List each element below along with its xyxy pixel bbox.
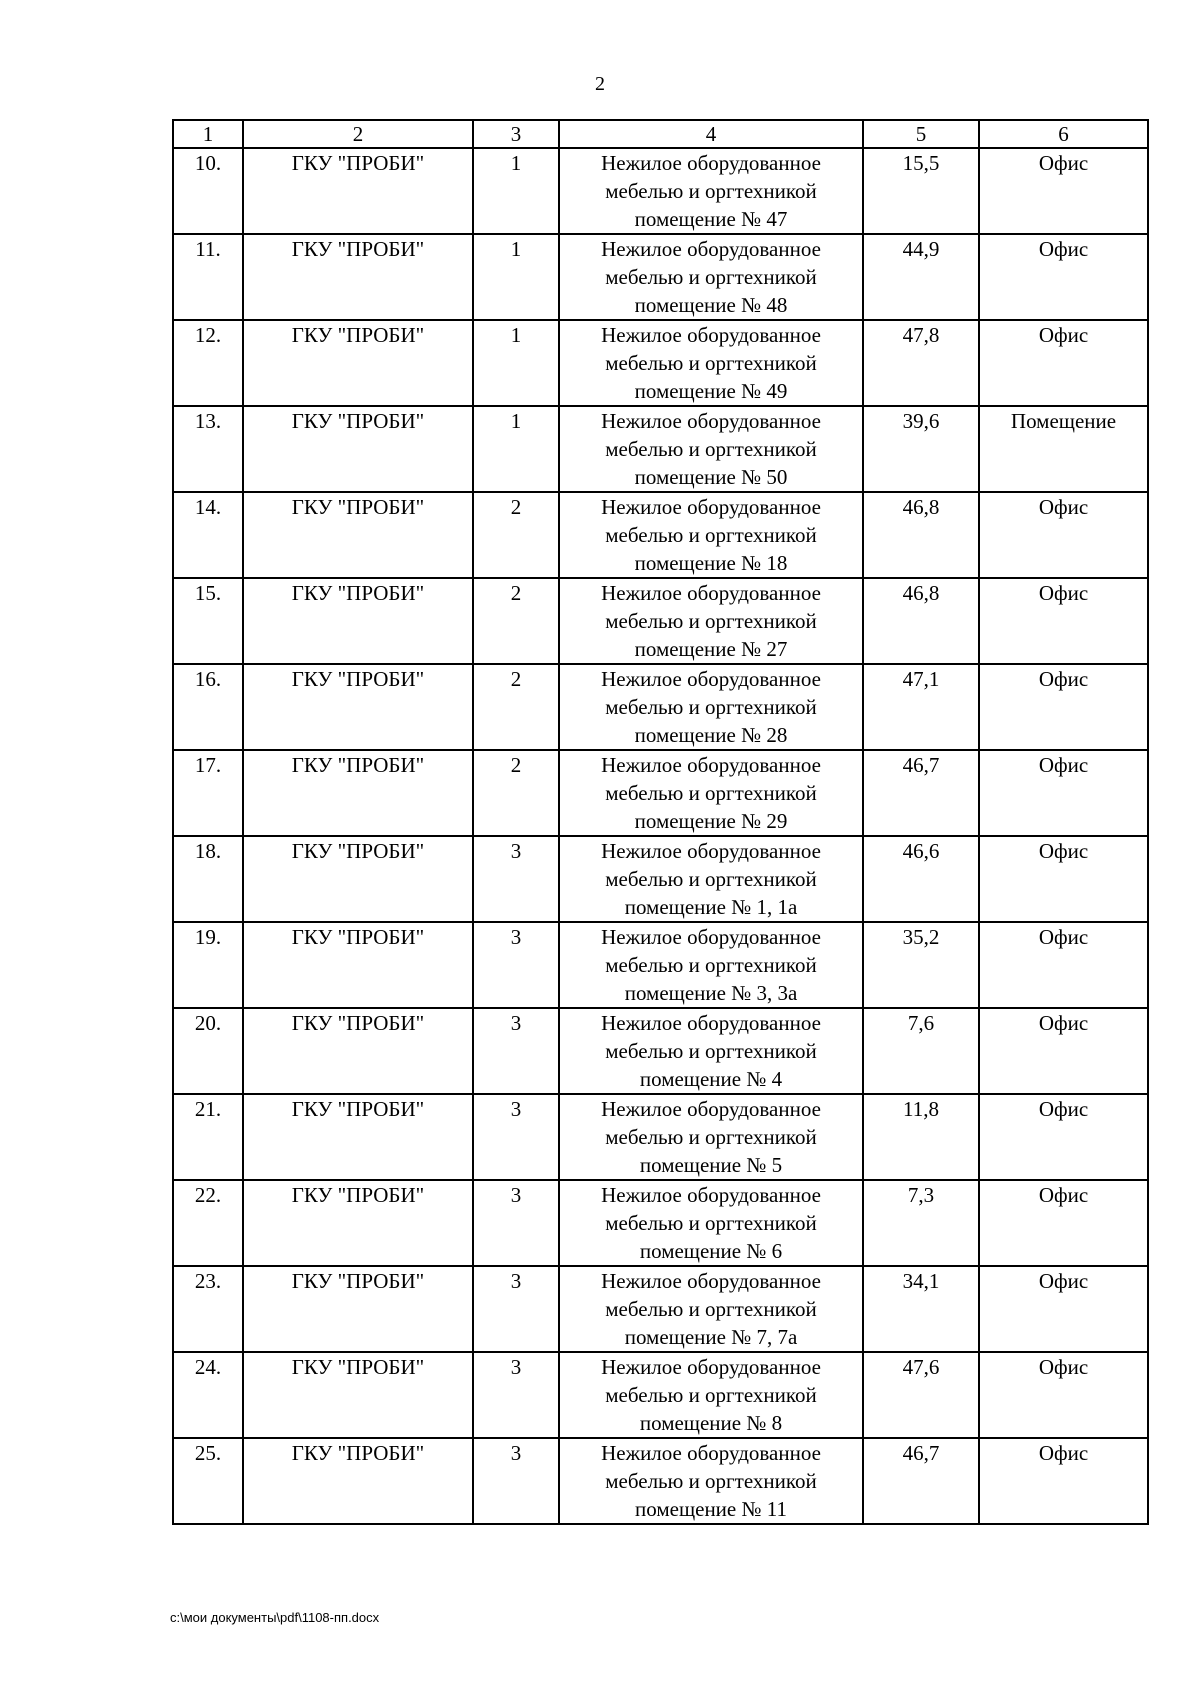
description-line: мебелью и оргтехникой: [605, 179, 817, 203]
description-line: помещение № 5: [639, 1153, 783, 1177]
table-row: [173, 1180, 1148, 1266]
floor-number: 3: [473, 1266, 559, 1352]
table-row: [173, 664, 1148, 750]
description-line: мебелью и оргтехникой: [605, 1211, 817, 1235]
floor-number: 2: [473, 664, 559, 750]
premises-description: [559, 148, 863, 234]
description-line: помещение № 49: [634, 379, 788, 403]
organization-name: ГКУ "ПРОБИ": [243, 578, 473, 664]
area-value: 39,6: [863, 406, 979, 492]
footer-file-path: c:\мои документы\pdf\1108-пп.docx: [170, 1610, 380, 1625]
table-row: [173, 1094, 1148, 1180]
description-line: мебелью и оргтехникой: [605, 781, 817, 805]
row-number: 11.: [173, 234, 243, 320]
table-body: [173, 148, 1148, 1524]
description-line: Нежилое оборудованное: [601, 1355, 821, 1379]
row-number: 20.: [173, 1008, 243, 1094]
premises-description: [559, 234, 863, 320]
description-line: помещение № 6: [639, 1239, 783, 1263]
description-line: помещение № 18: [634, 551, 788, 575]
purpose-value: Помещение: [979, 406, 1148, 492]
purpose-value: Офис: [979, 492, 1148, 578]
organization-name: ГКУ "ПРОБИ": [243, 1266, 473, 1352]
description-line: Нежилое оборудованное: [601, 1441, 821, 1465]
description-line: помещение № 4: [639, 1067, 783, 1091]
floor-number: 3: [473, 1094, 559, 1180]
description-line: мебелью и оргтехникой: [605, 351, 817, 375]
organization-name: ГКУ "ПРОБИ": [243, 320, 473, 406]
description-line: помещение № 28: [634, 723, 788, 747]
description-line: мебелью и оргтехникой: [605, 1039, 817, 1063]
premises-description: [559, 1352, 863, 1438]
floor-number: 3: [473, 1008, 559, 1094]
description-line: Нежилое оборудованное: [601, 839, 821, 863]
description-line: Нежилое оборудованное: [601, 409, 821, 433]
row-number: 18.: [173, 836, 243, 922]
organization-name: ГКУ "ПРОБИ": [243, 750, 473, 836]
premises-description: [559, 664, 863, 750]
description-line: помещение № 8: [639, 1411, 783, 1435]
floor-number: 3: [473, 922, 559, 1008]
column-header-4: 4: [559, 120, 863, 148]
table-row: [173, 492, 1148, 578]
row-number: 10.: [173, 148, 243, 234]
row-number: 16.: [173, 664, 243, 750]
area-value: 46,8: [863, 578, 979, 664]
row-number: 17.: [173, 750, 243, 836]
premises-description: [559, 836, 863, 922]
organization-name: ГКУ "ПРОБИ": [243, 1352, 473, 1438]
floor-number: 3: [473, 836, 559, 922]
premises-description: [559, 578, 863, 664]
premises-description: [559, 922, 863, 1008]
organization-name: ГКУ "ПРОБИ": [243, 148, 473, 234]
floor-number: 2: [473, 750, 559, 836]
description-line: Нежилое оборудованное: [601, 323, 821, 347]
organization-name: ГКУ "ПРОБИ": [243, 406, 473, 492]
description-line: Нежилое оборудованное: [601, 151, 821, 175]
premises-description: [559, 492, 863, 578]
description-line: Нежилое оборудованное: [601, 667, 821, 691]
premises-description: [559, 1438, 863, 1524]
premises-description: [559, 1180, 863, 1266]
description-line: помещение № 50: [634, 465, 788, 489]
organization-name: ГКУ "ПРОБИ": [243, 664, 473, 750]
row-number: 19.: [173, 922, 243, 1008]
table-row: [173, 836, 1148, 922]
table-row: [173, 578, 1148, 664]
purpose-value: Офис: [979, 320, 1148, 406]
floor-number: 3: [473, 1180, 559, 1266]
table-row: [173, 1352, 1148, 1438]
floor-number: 1: [473, 406, 559, 492]
description-line: мебелью и оргтехникой: [605, 609, 817, 633]
premises-description: [559, 1008, 863, 1094]
purpose-value: Офис: [979, 836, 1148, 922]
column-header-6: 6: [979, 120, 1148, 148]
description-line: Нежилое оборудованное: [601, 1183, 821, 1207]
purpose-value: Офис: [979, 664, 1148, 750]
organization-name: ГКУ "ПРОБИ": [243, 1180, 473, 1266]
description-line: Нежилое оборудованное: [601, 1011, 821, 1035]
premises-description: [559, 1094, 863, 1180]
table-row: [173, 406, 1148, 492]
description-line: помещение № 1, 1а: [624, 895, 798, 919]
row-number: 13.: [173, 406, 243, 492]
floor-number: 1: [473, 320, 559, 406]
page-number: 2: [595, 73, 605, 95]
row-number: 23.: [173, 1266, 243, 1352]
description-line: мебелью и оргтехникой: [605, 953, 817, 977]
description-line: Нежилое оборудованное: [601, 237, 821, 261]
floor-number: 1: [473, 234, 559, 320]
description-line: помещение № 29: [634, 809, 788, 833]
purpose-value: Офис: [979, 750, 1148, 836]
area-value: 47,6: [863, 1352, 979, 1438]
purpose-value: Офис: [979, 148, 1148, 234]
table-row: [173, 922, 1148, 1008]
row-number: 14.: [173, 492, 243, 578]
description-line: помещение № 27: [634, 637, 788, 661]
purpose-value: Офис: [979, 1438, 1148, 1524]
description-line: помещение № 11: [635, 1497, 787, 1521]
description-line: Нежилое оборудованное: [601, 495, 821, 519]
area-value: 44,9: [863, 234, 979, 320]
column-header-3: 3: [473, 120, 559, 148]
description-line: помещение № 3, 3а: [624, 981, 798, 1005]
column-header-1: 1: [173, 120, 243, 148]
area-value: 46,6: [863, 836, 979, 922]
description-line: мебелью и оргтехникой: [605, 1469, 817, 1493]
purpose-value: Офис: [979, 1180, 1148, 1266]
table-header-row: [173, 120, 1148, 148]
premises-description: [559, 1266, 863, 1352]
description-line: Нежилое оборудованное: [601, 925, 821, 949]
row-number: 21.: [173, 1094, 243, 1180]
floor-number: 2: [473, 578, 559, 664]
organization-name: ГКУ "ПРОБИ": [243, 1094, 473, 1180]
area-value: 35,2: [863, 922, 979, 1008]
area-value: 46,8: [863, 492, 979, 578]
table-row: [173, 148, 1148, 234]
row-number: 15.: [173, 578, 243, 664]
table-row: [173, 1266, 1148, 1352]
floor-number: 3: [473, 1438, 559, 1524]
organization-name: ГКУ "ПРОБИ": [243, 1438, 473, 1524]
description-line: помещение № 7, 7а: [624, 1325, 798, 1349]
description-line: мебелью и оргтехникой: [605, 437, 817, 461]
area-value: 47,1: [863, 664, 979, 750]
description-line: мебелью и оргтехникой: [605, 1297, 817, 1321]
purpose-value: Офис: [979, 1008, 1148, 1094]
description-line: мебелью и оргтехникой: [605, 1125, 817, 1149]
premises-description: [559, 320, 863, 406]
floor-number: 2: [473, 492, 559, 578]
table-row: [173, 234, 1148, 320]
description-line: Нежилое оборудованное: [601, 581, 821, 605]
column-header-5: 5: [863, 120, 979, 148]
row-number: 22.: [173, 1180, 243, 1266]
row-number: 25.: [173, 1438, 243, 1524]
organization-name: ГКУ "ПРОБИ": [243, 836, 473, 922]
area-value: 34,1: [863, 1266, 979, 1352]
table-row: [173, 320, 1148, 406]
row-number: 12.: [173, 320, 243, 406]
purpose-value: Офис: [979, 234, 1148, 320]
area-value: 46,7: [863, 750, 979, 836]
description-line: мебелью и оргтехникой: [605, 1383, 817, 1407]
table-row: [173, 1008, 1148, 1094]
description-line: Нежилое оборудованное: [601, 1097, 821, 1121]
column-header-2: 2: [243, 120, 473, 148]
purpose-value: Офис: [979, 1266, 1148, 1352]
description-line: Нежилое оборудованное: [601, 1269, 821, 1293]
description-line: мебелью и оргтехникой: [605, 523, 817, 547]
purpose-value: Офис: [979, 1094, 1148, 1180]
premises-description: [559, 406, 863, 492]
table-row: [173, 1438, 1148, 1524]
row-number: 24.: [173, 1352, 243, 1438]
description-line: мебелью и оргтехникой: [605, 867, 817, 891]
purpose-value: Офис: [979, 1352, 1148, 1438]
organization-name: ГКУ "ПРОБИ": [243, 922, 473, 1008]
area-value: 15,5: [863, 148, 979, 234]
organization-name: ГКУ "ПРОБИ": [243, 234, 473, 320]
floor-number: 1: [473, 148, 559, 234]
purpose-value: Офис: [979, 578, 1148, 664]
description-line: помещение № 48: [634, 293, 788, 317]
area-value: 7,3: [863, 1180, 979, 1266]
description-line: помещение № 47: [634, 207, 788, 231]
area-value: 46,7: [863, 1438, 979, 1524]
premises-table: [172, 119, 1149, 1525]
description-line: Нежилое оборудованное: [601, 753, 821, 777]
organization-name: ГКУ "ПРОБИ": [243, 1008, 473, 1094]
area-value: 47,8: [863, 320, 979, 406]
floor-number: 3: [473, 1352, 559, 1438]
table-row: [173, 750, 1148, 836]
description-line: мебелью и оргтехникой: [605, 265, 817, 289]
area-value: 11,8: [863, 1094, 979, 1180]
premises-description: [559, 750, 863, 836]
area-value: 7,6: [863, 1008, 979, 1094]
description-line: мебелью и оргтехникой: [605, 695, 817, 719]
organization-name: ГКУ "ПРОБИ": [243, 492, 473, 578]
purpose-value: Офис: [979, 922, 1148, 1008]
